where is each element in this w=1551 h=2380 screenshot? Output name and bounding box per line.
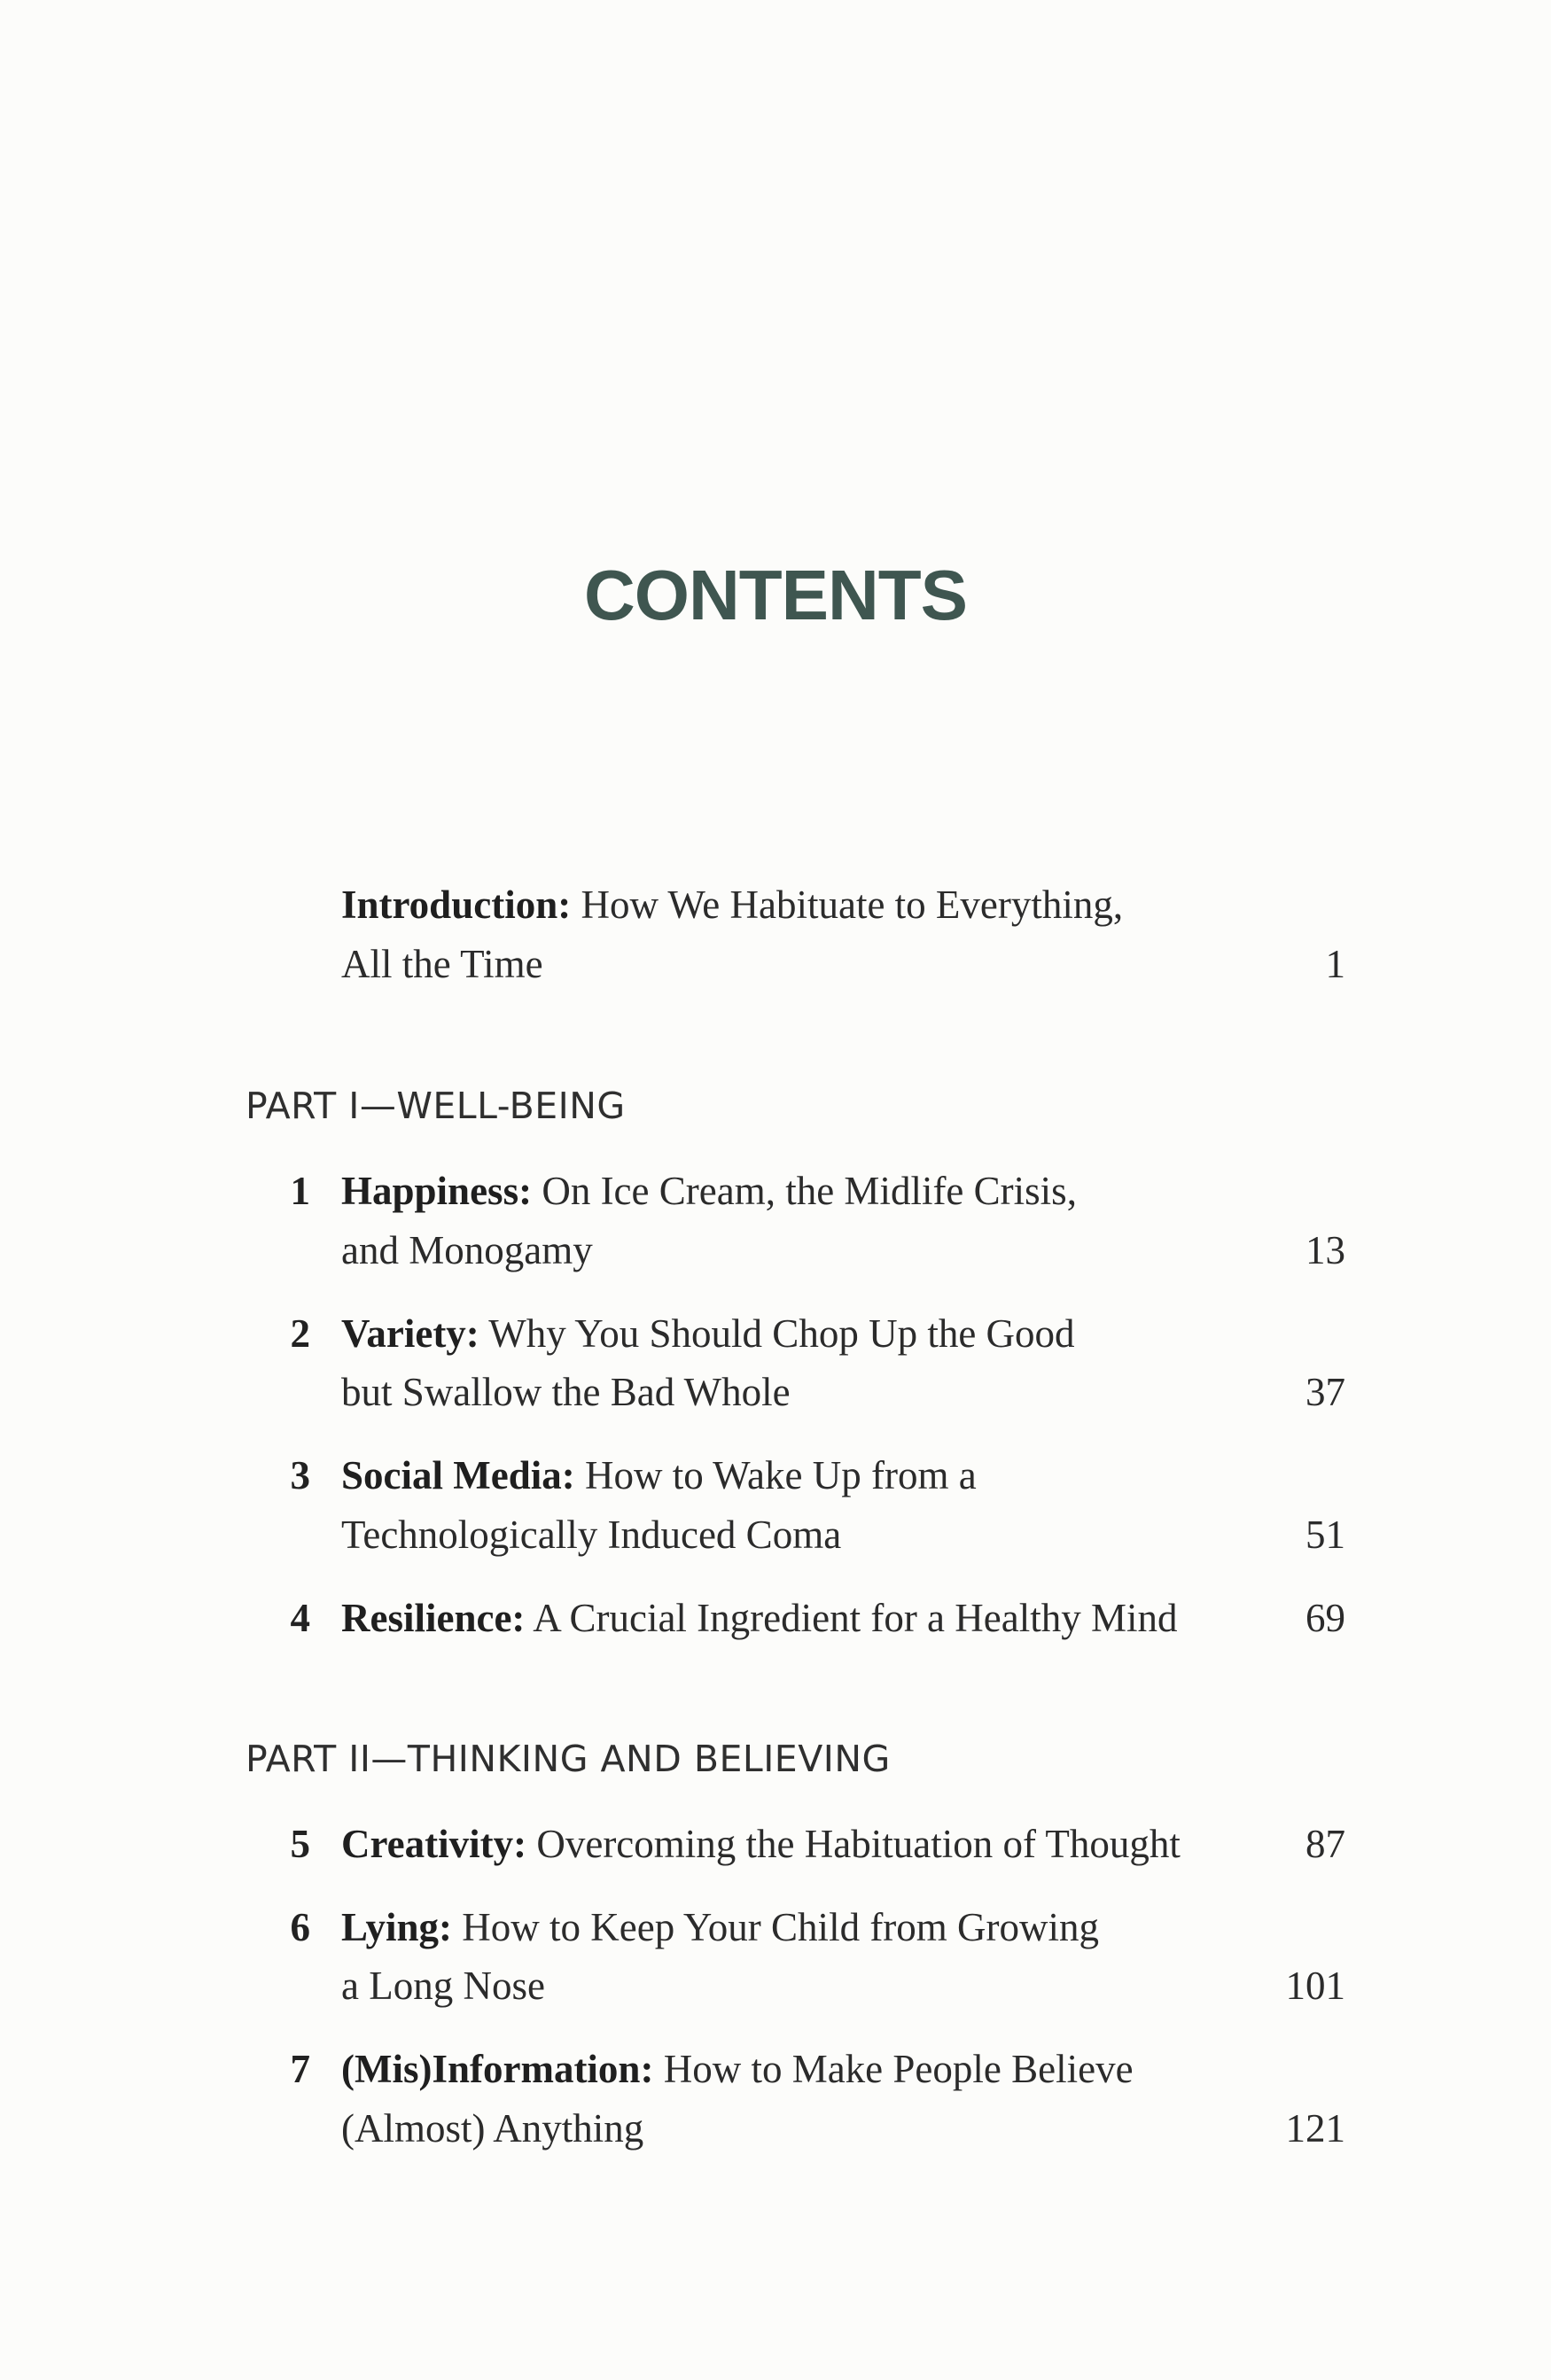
entry-title: On Ice Cream, the Midlife Crisis, [542,1169,1077,1213]
entry-label: Creativity: [341,1822,527,1866]
page-number: 37 [1305,1370,1345,1414]
entry-title: Overcoming the Habituation of Thought [536,1822,1181,1866]
entry-title-cont: a Long Nose [341,1964,545,2008]
entry-title: Why You Should Chop Up the Good [488,1311,1075,1356]
entry-title: A Crucial Ingredient for a Healthy Mind [533,1596,1178,1640]
entry-title: How to Wake Up from a [584,1453,977,1497]
chapter-number: 2 [290,1311,310,1356]
page-title: CONTENTS [584,556,967,634]
part-heading: PART II—THINKING AND BELIEVING [246,1738,891,1780]
page-number: 87 [1305,1822,1345,1866]
page-number: 51 [1305,1513,1345,1557]
entry-title-cont: (Almost) Anything [341,2106,644,2151]
entry-title-cont: but Swallow the Bad Whole [341,1370,791,1414]
entry-title: How to Keep Your Child from Growing [462,1905,1100,1949]
entry-title-cont: and Monogamy [341,1228,593,1272]
page-number: 1 [1325,942,1345,986]
chapter-number: 7 [290,2047,310,2091]
entry-label: Happiness: [341,1169,533,1213]
page-number: 121 [1285,2106,1345,2151]
chapter-number: 4 [290,1596,310,1640]
entry-title: How We Habituate to Everything, [581,883,1124,927]
chapter-number: 3 [290,1453,310,1497]
chapter-number: 6 [290,1905,310,1949]
entry-label: Lying: [341,1905,453,1949]
entry-title-cont: All the Time [341,942,543,986]
chapter-number: 5 [290,1822,310,1866]
entry-label: Variety: [341,1311,479,1356]
entry-label: Introduction: [341,883,572,927]
entry-label: (Mis)Information: [341,2047,654,2091]
page-number: 13 [1305,1228,1345,1272]
entry-label: Resilience: [341,1596,526,1640]
entry-label: Social Media: [341,1453,575,1497]
entry-title: How to Make People Believe [663,2047,1134,2091]
entry-title-cont: Technologically Induced Coma [341,1513,842,1557]
chapter-number: 1 [290,1169,310,1213]
page-number: 69 [1305,1596,1345,1640]
part-heading: PART I—WELL-BEING [246,1085,626,1127]
page-number: 101 [1285,1964,1345,2008]
